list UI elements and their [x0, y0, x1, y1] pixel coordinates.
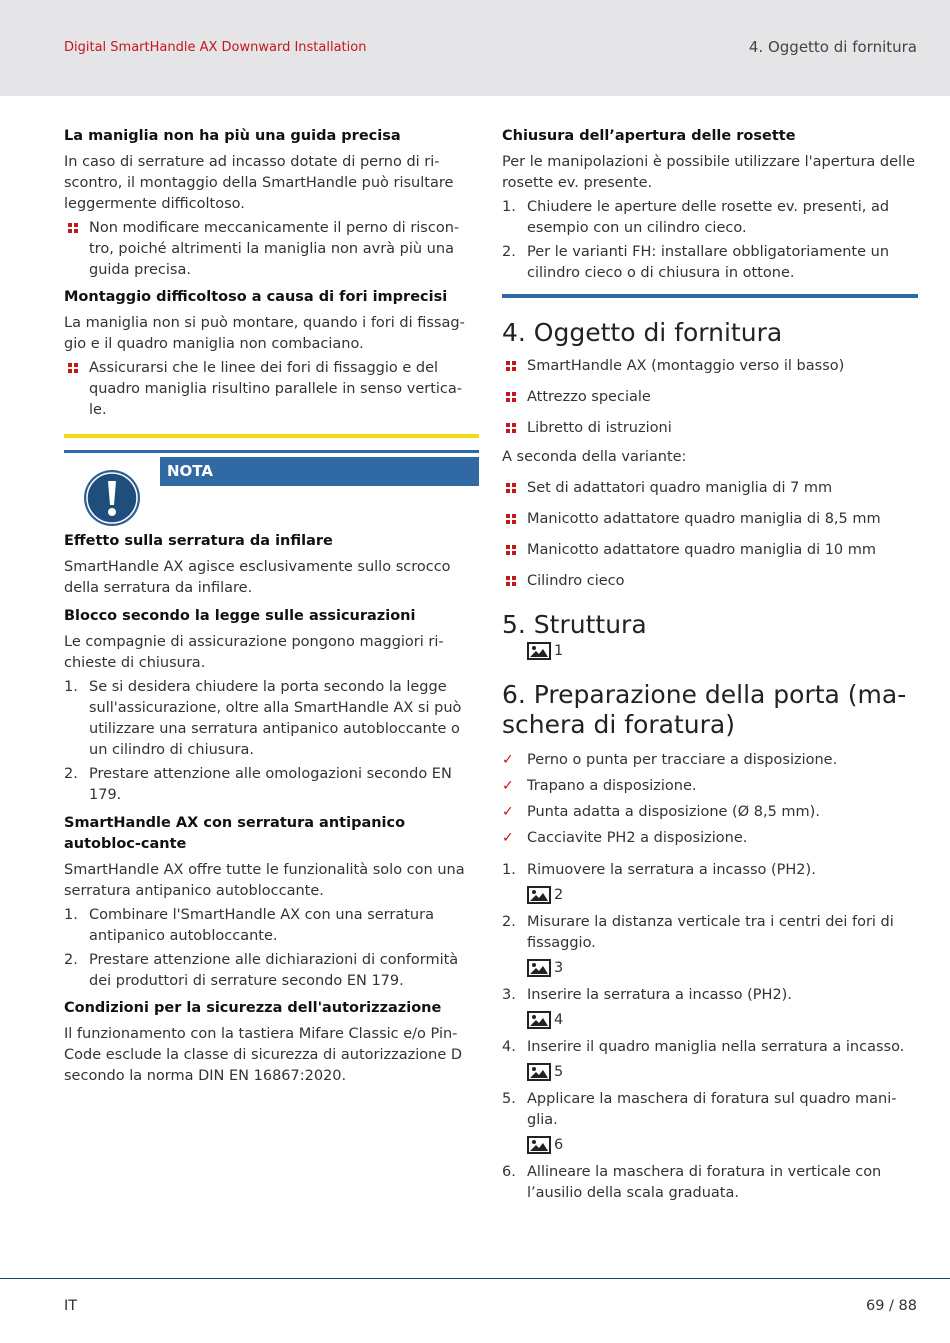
bullet-icon	[506, 483, 516, 493]
checklist-item: ✓ Punta adatta a disposizione (Ø 8,5 mm).	[502, 802, 918, 823]
checkmark-icon: ✓	[502, 752, 514, 768]
bullet-item: Set di adattatori quadro maniglia di 7 mm	[502, 478, 918, 499]
checklist-item: ✓ Trapano a disposizione.	[502, 776, 918, 797]
numbered-item: 2. Per le varianti FH: installare obbligatoriamente un cilindro cieco o di chiusura in ottone.	[502, 244, 890, 281]
footer-divider	[0, 1278, 950, 1279]
image-icon	[527, 1063, 551, 1081]
checklist-item: ✓ Cacciavite PH2 a disposizione.	[502, 828, 918, 849]
bullet-icon	[506, 576, 516, 586]
step-item: 2. Misurare la distanza verticale tra i centri dei fori di fissaggio.	[502, 914, 894, 951]
subheading: Montaggio difficoltoso a causa di fori imprecisi	[64, 289, 448, 305]
subheading: SmartHandle AX con serratura antipanico autobloc-cante	[64, 815, 406, 852]
warning-divider	[64, 434, 479, 438]
figure-reference: 1	[527, 640, 918, 662]
bullet-icon	[68, 363, 78, 373]
step-item: 1. Rimuovere la serratura a incasso (PH2).	[502, 862, 816, 878]
paragraph: Le compagnie di assicurazione pongono maggiori ri-chieste di chiusura.	[64, 634, 444, 671]
page-number: 69 / 88	[865, 1298, 917, 1314]
figure-reference: 3	[527, 957, 918, 979]
checkmark-icon: ✓	[502, 778, 514, 794]
section-divider	[502, 294, 918, 298]
figure-reference: 4	[527, 1009, 918, 1031]
section-heading-4: 4. Oggetto di fornitura	[502, 318, 783, 347]
checklist-item: ✓ Perno o punta per tracciare a disposizione.	[502, 750, 918, 771]
right-column	[502, 126, 918, 1207]
step-item: 5. Applicare la maschera di foratura sul quadro mani-glia.	[502, 1091, 897, 1128]
figure-reference: 5	[527, 1061, 918, 1083]
running-section-title: 4. Oggetto di fornitura	[748, 38, 917, 56]
numbered-item: 1. Combinare l'SmartHandle AX con una serratura antipanico autobloccante.	[64, 907, 434, 944]
image-icon	[527, 642, 551, 660]
checkmark-icon: ✓	[502, 804, 514, 820]
bullet-icon	[506, 392, 516, 402]
bullet-text: Assicurarsi che le linee dei fori di fissaggio e del quadro maniglia risultino parallele in senso vertica-le.	[89, 360, 463, 418]
section-heading-5: 5. Struttura	[502, 610, 647, 639]
subheading: Effetto sulla serratura da infilare	[64, 533, 333, 549]
bullet-item	[64, 358, 479, 421]
subheading: La maniglia non ha più una guida precisa	[64, 128, 401, 144]
image-icon	[527, 1136, 551, 1154]
image-icon	[527, 959, 551, 977]
bullet-icon	[506, 545, 516, 555]
paragraph: In caso di serrature ad incasso dotate di perno di ri-scontro, il montaggio della SmartHandle può risultare leggermente difficoltoso.	[64, 154, 454, 212]
bullet-icon	[506, 514, 516, 524]
image-icon	[527, 1011, 551, 1029]
checkmark-icon: ✓	[502, 830, 514, 846]
bullet-item: Cilindro cieco	[502, 571, 918, 592]
document-title: Digital SmartHandle AX Downward Installation	[64, 40, 367, 55]
nota-box	[64, 453, 479, 531]
bullet-text: Non modificare meccanicamente il perno di riscon-tro, poiché altrimenti la maniglia non avrà più una guida precisa.	[89, 220, 460, 278]
numbered-item: 1. Chiudere le aperture delle rosette ev. presenti, ad esempio con un cilindro cieco.	[502, 199, 890, 236]
paragraph: A seconda della variante:	[502, 449, 687, 465]
bullet-item: Manicotto adattatore quadro maniglia di 10 mm	[502, 540, 918, 561]
paragraph: SmartHandle AX agisce esclusivamente sullo scrocco della serratura da infilare.	[64, 559, 451, 596]
bullet-icon	[68, 223, 78, 233]
language-code: IT	[64, 1298, 78, 1314]
bullet-item: Attrezzo speciale	[502, 387, 918, 408]
paragraph: La maniglia non si può montare, quando i fori di fissag-gio e il quadro maniglia non combaciano.	[64, 315, 465, 352]
numbered-item: 1. Se si desidera chiudere la porta secondo la legge sull'assicurazione, oltre alla SmartHandle AX si può utilizzare una serratura antipanico autobloccante o un cilindro di chiusura.	[64, 679, 462, 758]
subheading: Condizioni per la sicurezza dell'autorizzazione	[64, 1000, 442, 1016]
subheading: Blocco secondo la legge sulle assicurazioni	[64, 608, 416, 624]
step-item: 4. Inserire il quadro maniglia nella serratura a incasso.	[502, 1039, 905, 1055]
numbered-item: 2. Prestare attenzione alle dichiarazioni di conformità dei produttori di serrature secondo EN 179.	[64, 952, 459, 989]
image-icon	[527, 886, 551, 904]
numbered-item: 2. Prestare attenzione alle omologazioni secondo EN 179.	[64, 766, 452, 803]
nota-label: NOTA	[160, 457, 479, 486]
paragraph: Il funzionamento con la tastiera Mifare Classic e/o Pin-Code esclude la classe di sicurezza di autorizzazione D secondo la norma DIN EN 16867:2020.	[64, 1026, 463, 1084]
bullet-item: SmartHandle AX (montaggio verso il basso)	[502, 356, 918, 377]
bullet-item: Libretto di istruzioni	[502, 418, 918, 439]
bullet-item	[64, 218, 479, 281]
paragraph: SmartHandle AX offre tutte le funzionalità solo con una serratura antipanico autobloccante.	[64, 862, 465, 899]
step-item: 3. Inserire la serratura a incasso (PH2).	[502, 987, 792, 1003]
figure-reference: 6	[527, 1134, 918, 1156]
bullet-icon	[506, 423, 516, 433]
exclamation-icon	[83, 469, 141, 527]
left-column	[64, 126, 479, 1090]
figure-reference: 2	[527, 884, 918, 906]
section-heading-6: 6. Preparazione della porta (ma-schera di foratura)	[502, 680, 907, 739]
step-item: 6. Allineare la maschera di foratura in verticale con l’ausilio della scala graduata.	[502, 1164, 882, 1201]
bullet-item: Manicotto adattatore quadro maniglia di 8,5 mm	[502, 509, 918, 530]
page-header	[0, 0, 950, 96]
bullet-icon	[506, 361, 516, 371]
paragraph: Per le manipolazioni è possibile utilizzare l'apertura delle rosette ev. presente.	[502, 154, 916, 191]
subheading: Chiusura dell’apertura delle rosette	[502, 128, 796, 144]
